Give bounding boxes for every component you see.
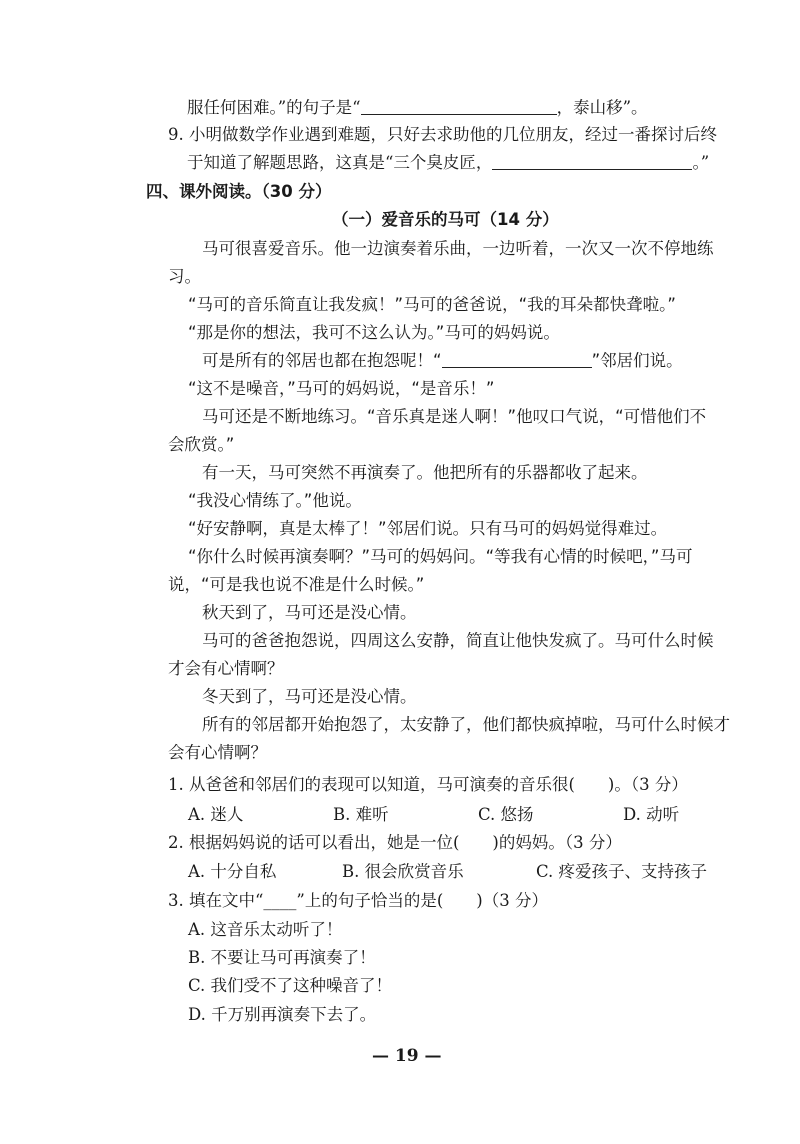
passage-title: （一）爱音乐的马可（14 分） <box>332 210 559 229</box>
option-b[interactable]: B. 难听 <box>333 805 389 824</box>
answer-blank[interactable] <box>492 153 692 170</box>
question-2: 2. 根据妈妈说的话可以看出，她是一位( )的妈妈。（3 分） <box>168 833 622 852</box>
option-c[interactable]: C. 悠扬 <box>478 805 534 824</box>
answer-blank[interactable] <box>442 351 592 368</box>
passage-line: “我没心情练了。”他说。 <box>188 491 362 510</box>
option-d[interactable]: D. 千万别再演奏下去了。 <box>188 1005 377 1024</box>
passage-line: 马可很喜爱音乐。他一边演奏着乐曲，一边听着，一次又一次不停地练 <box>202 239 714 258</box>
option-d[interactable]: D. 动听 <box>623 805 680 824</box>
passage-line: 习。 <box>168 267 201 286</box>
option-a[interactable]: A. 十分自私 <box>188 862 277 881</box>
section-heading: 四、课外阅读。（30 分） <box>146 182 332 201</box>
question-1: 1. 从爸爸和邻居们的表现可以知道，马可演奏的音乐很( )。（3 分） <box>168 775 688 794</box>
passage-line: “那是你的想法，我可不这么认为。”马可的妈妈说。 <box>188 323 560 342</box>
question-3: 3. 填在文中“____”上的句子恰当的是( )（3 分） <box>168 891 548 910</box>
passage-line: 才会有心情啊？ <box>168 659 284 678</box>
question-9-line1: 9. 小明做数学作业遇到难题，只好去求助他的几位朋友，经过一番探讨后终 <box>168 125 717 144</box>
question-9-line2 <box>187 152 709 174</box>
passage-line: 马可的爸爸抱怨说，四周这么安静，简直让他快发疯了。马可什么时候 <box>202 631 714 650</box>
fill-in-line-8-end <box>187 97 648 119</box>
passage-line: 说，“可是我也说不准是什么时候。” <box>168 575 425 594</box>
option-b[interactable]: B. 不要让马可再演奏了！ <box>188 948 376 967</box>
passage-line: “你什么时候再演奏啊？”马可的妈妈问。“等我有心情的时候吧，”马可 <box>188 547 693 566</box>
option-a[interactable]: A. 迷人 <box>188 805 244 824</box>
passage-line: “马可的音乐简直让我发疯！”马可的爸爸说，“我的耳朵都快聋啦。” <box>188 295 676 314</box>
passage-line-with-blank <box>202 350 683 372</box>
passage-line: 马可还是不断地练习。“音乐真是迷人啊！”他叹口气说，“可惜他们不 <box>202 407 707 426</box>
text-segment: 。” <box>692 153 710 172</box>
passage-line: 会有心情啊？ <box>168 743 267 762</box>
passage-line: 秋天到了，马可还是没心情。 <box>202 603 417 622</box>
text-segment: 于知道了解题思路，这真是“三个臭皮匠， <box>187 153 493 172</box>
passage-line: 会欣赏。” <box>168 435 235 454</box>
option-b[interactable]: B. 很会欣赏音乐 <box>342 862 464 881</box>
option-c[interactable]: C. 疼爱孩子、支持孩子 <box>536 862 708 881</box>
text-segment: 可是所有的邻居也都在抱怨呢！“ <box>202 351 442 370</box>
text-segment: 服任何困难。”的句子是“ <box>187 98 361 117</box>
option-a[interactable]: A. 这音乐太动听了！ <box>188 920 343 939</box>
option-c[interactable]: C. 我们受不了这种噪音了！ <box>188 976 393 995</box>
passage-line: “这不是噪音，”马可的妈妈说，“是音乐！” <box>188 379 495 398</box>
answer-blank[interactable] <box>361 98 557 115</box>
passage-line: 冬天到了，马可还是没心情。 <box>202 687 417 706</box>
text-segment: ”邻居们说。 <box>591 351 683 370</box>
passage-line: 所有的邻居都开始抱怨了，太安静了，他们都快疯掉啦，马可什么时候才 <box>202 715 730 734</box>
page-number: — 19 — <box>372 1046 442 1066</box>
passage-line: 有一天，马可突然不再演奏了。他把所有的乐器都收了起来。 <box>202 463 648 482</box>
passage-line: “好安静啊，真是太棒了！”邻居们说。只有马可的妈妈觉得难过。 <box>188 519 668 538</box>
text-segment: ，泰山移”。 <box>556 98 648 117</box>
